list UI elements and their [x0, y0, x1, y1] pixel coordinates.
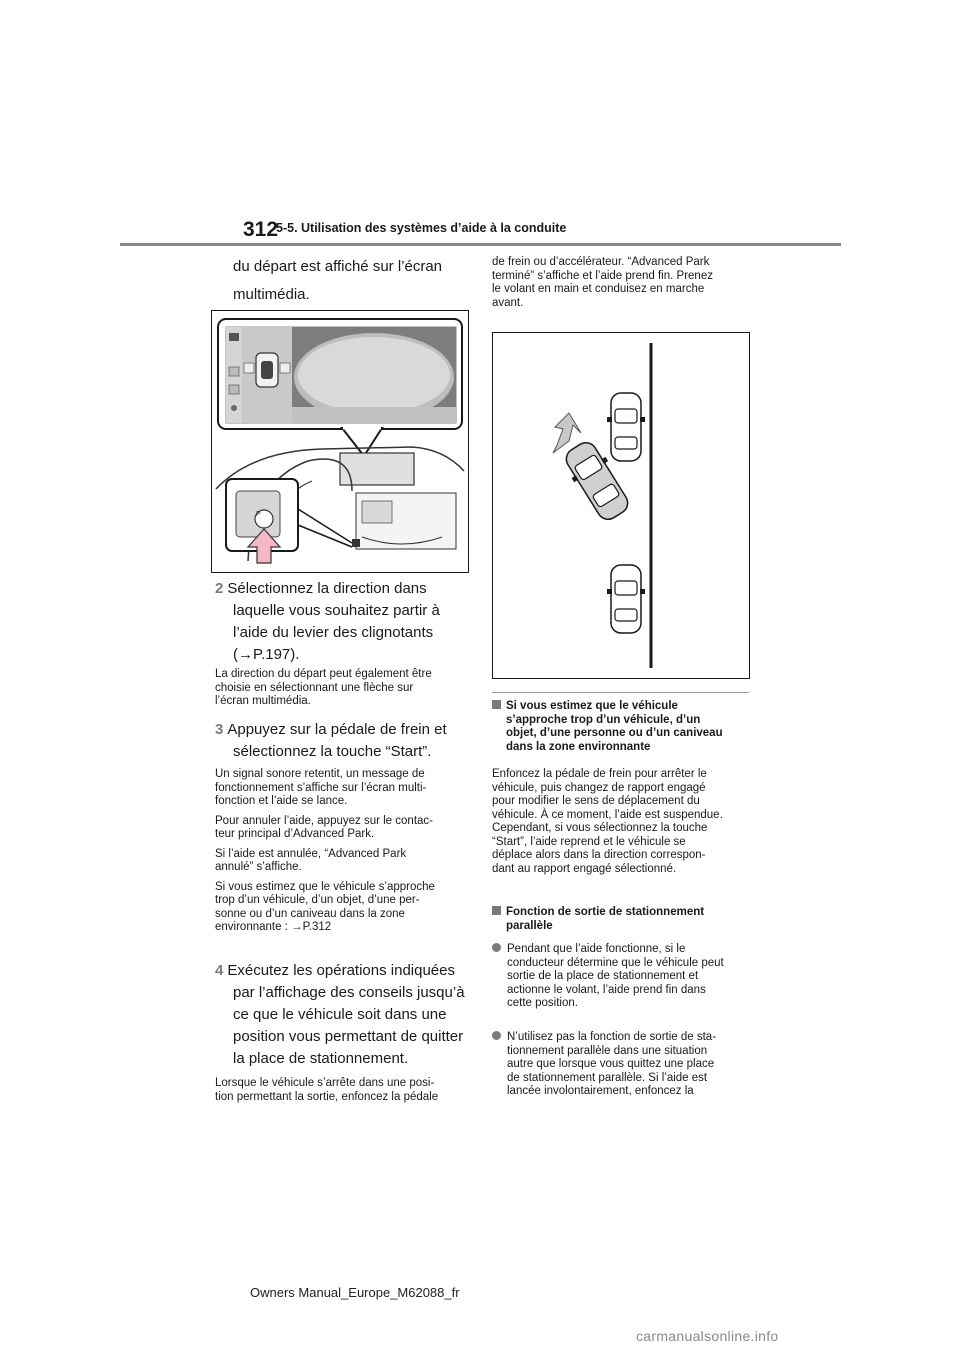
step-3: 3 Appuyez sur la pédale de frein et sélectionnez la touche “Start”.	[215, 721, 447, 760]
bullet-item-2: N’utilisez pas la fonction de sortie de sta- tionnement parallèle dans une situation autre que lorsque vous quittez une place de stationnement parallèle. Si l’aide est lancée involontairement, enfoncez la	[492, 1031, 716, 1099]
lead-text: du départ est affiché sur l’écran multimédia.	[233, 258, 443, 303]
round-bullet-icon	[492, 943, 501, 952]
bullet-item-1: Pendant que l’aide fonctionne, si le conducteur détermine que le véhicule peut sortie de la place de stationnement et actionne le volant, l’aide prend fin dans cette position.	[492, 943, 724, 1011]
svg-text:P: P	[256, 511, 261, 518]
heading-too-close: Si vous estimez que le véhicule s’approche trop d’un véhicule, d’un objet, d’une personne ou d’un caniveau dans la zone environnante	[492, 700, 723, 754]
step-4-number: 4	[215, 962, 224, 979]
square-bullet-icon	[492, 700, 501, 709]
parking-exit-figure	[492, 332, 750, 679]
step-2: 2 Sélectionnez la direction dans laquelle vous souhaitez partir à l’aide du levier des clignotants (→P.197).	[215, 580, 440, 663]
round-bullet-icon	[492, 1031, 501, 1040]
footer-doc-id: Owners Manual_Europe_M62088_fr	[250, 1285, 460, 1300]
heading-parallel-exit: Fonction de sortie de stationnement parallèle	[492, 906, 704, 933]
step-4-note: Lorsque le véhicule s’arrête dans une posi- tion permettant la sortie, enfoncez la pédale	[215, 1077, 439, 1103]
continuation-text: de frein ou d’accélérateur. “Advanced Park terminé” s’affiche et l’aide prend fin. Prenez le volant en main et conduisez en marche avant.	[492, 256, 713, 309]
header-rule	[120, 243, 841, 246]
section-title: 5-5. Utilisation des systèmes d’aide à la conduite	[276, 221, 567, 235]
step-3-number: 3	[215, 721, 224, 738]
paragraph-too-close: Enfoncez la pédale de frein pour arrêter le véhicule, puis changez de rapport engagé pour modifier le sens de déplacement du véhicule. À ce moment, l’aide est suspendue. Cependant, si vous sélectionnez la touche “Start”, l’aide reprend et le véhicule se déplace alors dans la direction correspon- dant au rapport engagé sélectionné.	[492, 768, 723, 875]
parked-car-front	[607, 393, 645, 461]
step-3-notes: Un signal sonore retentit, un message de fonctionnement s’affiche sur l’écran multi- fonction et l’aide se lance. Pour annuler l’aide, appuyez sur le contac- teur principal d’Advanced Park. Si l’aide est annulée, “Advanced Park annulé” s’affiche. Si vous estimez que le véhicule s’approche trop d’un véhicule, d’un objet, d’une per- sonne ou d’un caniveau dans la zone environnante : →P.312	[215, 768, 435, 933]
square-bullet-icon	[492, 906, 501, 915]
watermark: carmanualsonline.info	[636, 1328, 779, 1344]
section-divider	[492, 692, 749, 693]
step-2-number: 2	[215, 580, 224, 597]
parking-exit-illustration	[493, 333, 749, 678]
dashboard-figure	[211, 310, 469, 573]
parked-car-rear	[607, 565, 645, 633]
step-4: 4 Exécutez les opérations indiquées par l’affichage des conseils jusqu’à ce que le véhicule soit dans une position vous permettant de quitter la place de stationnement.	[215, 962, 465, 1067]
step-2-note: La direction du départ peut également être choisie en sélectionnant une flèche sur l’écran multimédia.	[215, 668, 432, 707]
dashboard-illustration	[212, 311, 468, 572]
page-number: 312	[243, 218, 279, 241]
